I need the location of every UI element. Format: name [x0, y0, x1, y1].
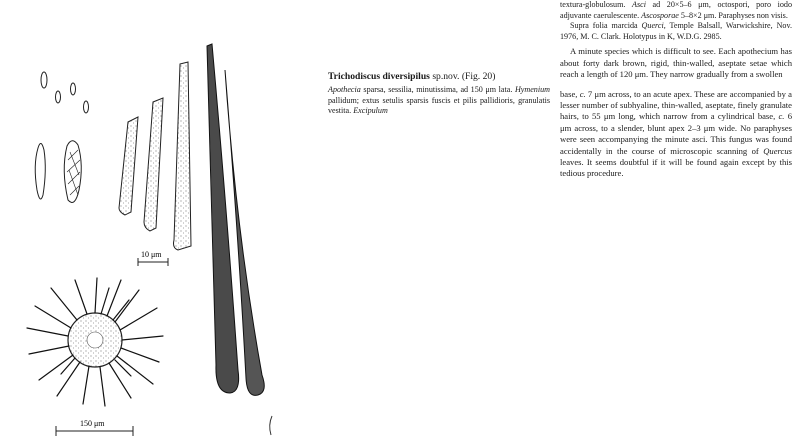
text-run-0: textura-globulosum.: [560, 0, 633, 9]
figure-drawing: [0, 0, 320, 441]
species-title: [328, 70, 550, 83]
italic-run-4: Excipulum: [353, 106, 388, 116]
species-description: [328, 70, 550, 117]
italic-run-0: Apothecia: [328, 85, 361, 94]
hairs-drawing: [119, 62, 191, 250]
scale-label-large: 150 μm: [80, 419, 105, 428]
italic-run-1: c.: [579, 88, 586, 99]
apothecium-drawing: [27, 278, 163, 406]
collection-details: [560, 21, 792, 42]
notes-paragraph-1: A minute species which is difficult to see. Each apothecium has about forty dark brown, rigid, thin-walled, aseptate setae which reach a length of 120 μm. They narrow gradually from a swollen: [560, 46, 792, 80]
text-run-6: leaves. It seems doubtful if it will be found again except by this tedious procedure.: [560, 157, 792, 179]
stray-mark: [270, 416, 272, 435]
notes-paragraph-2: [560, 89, 792, 180]
latin-diagnosis-continued: [560, 0, 792, 21]
text-run-2: , Temple Balsall, Warwickshire, Nov. 1976, M. C. Clark. Holotypus in K, W.D.G. 2985.: [560, 21, 793, 41]
figure-20: [0, 0, 320, 441]
species-title-suffix: sp.nov. (Fig. 20): [429, 71, 496, 82]
scale-label-small: 10 μm: [141, 250, 162, 259]
italic-run-3: Ascosporae: [641, 10, 679, 20]
italic-run-1: Asci: [632, 0, 646, 9]
text-run-0: Supra folia marcida: [570, 21, 642, 31]
text-run-2: 7 μm across, to an acute apex. These are accompanied by a lesser number of subhyaline, thin-walled, aseptate, finely granulate hairs, to 55 μm long, which narrow from a cylindrical base,: [560, 88, 792, 122]
italic-run-2: Hymenium: [514, 85, 550, 94]
italic-run-3: c.: [778, 111, 785, 122]
italic-run-5: Quercus: [763, 145, 792, 156]
text-run-4: 6 μm across, to a slender, blunt apex 2–3 μm wide. No paraphyses were seen accompanying the minute asci. This fungus was found accidentally in the course of microscopic scanning of: [560, 111, 792, 156]
text-run-0: base,: [560, 88, 580, 99]
setae-drawing: [207, 44, 264, 395]
species-name: Trichodiscus diversipilus: [328, 71, 430, 82]
italic-run-1: Querci: [641, 21, 664, 31]
ascospores-drawing: [41, 72, 89, 113]
text-run-1: sparsa, sessilia, minutissima, ad 150 μm lata.: [360, 85, 515, 94]
scale-bar-small: [138, 258, 168, 266]
asci-drawing: [35, 141, 81, 203]
text-run-2: ad 20×5–6 μm, octospori, poro iodo adjuvante caerulescente.: [560, 0, 793, 20]
text-run-3: pallidum; extus setulis sparsis fuscis et pilis pallidioris, granulatis vestita.: [328, 95, 550, 116]
text-run-4: 5–8×2 μm. Paraphyses non visis.: [678, 10, 788, 20]
latin-diagnosis: [328, 85, 550, 117]
continued-text: [560, 0, 792, 180]
